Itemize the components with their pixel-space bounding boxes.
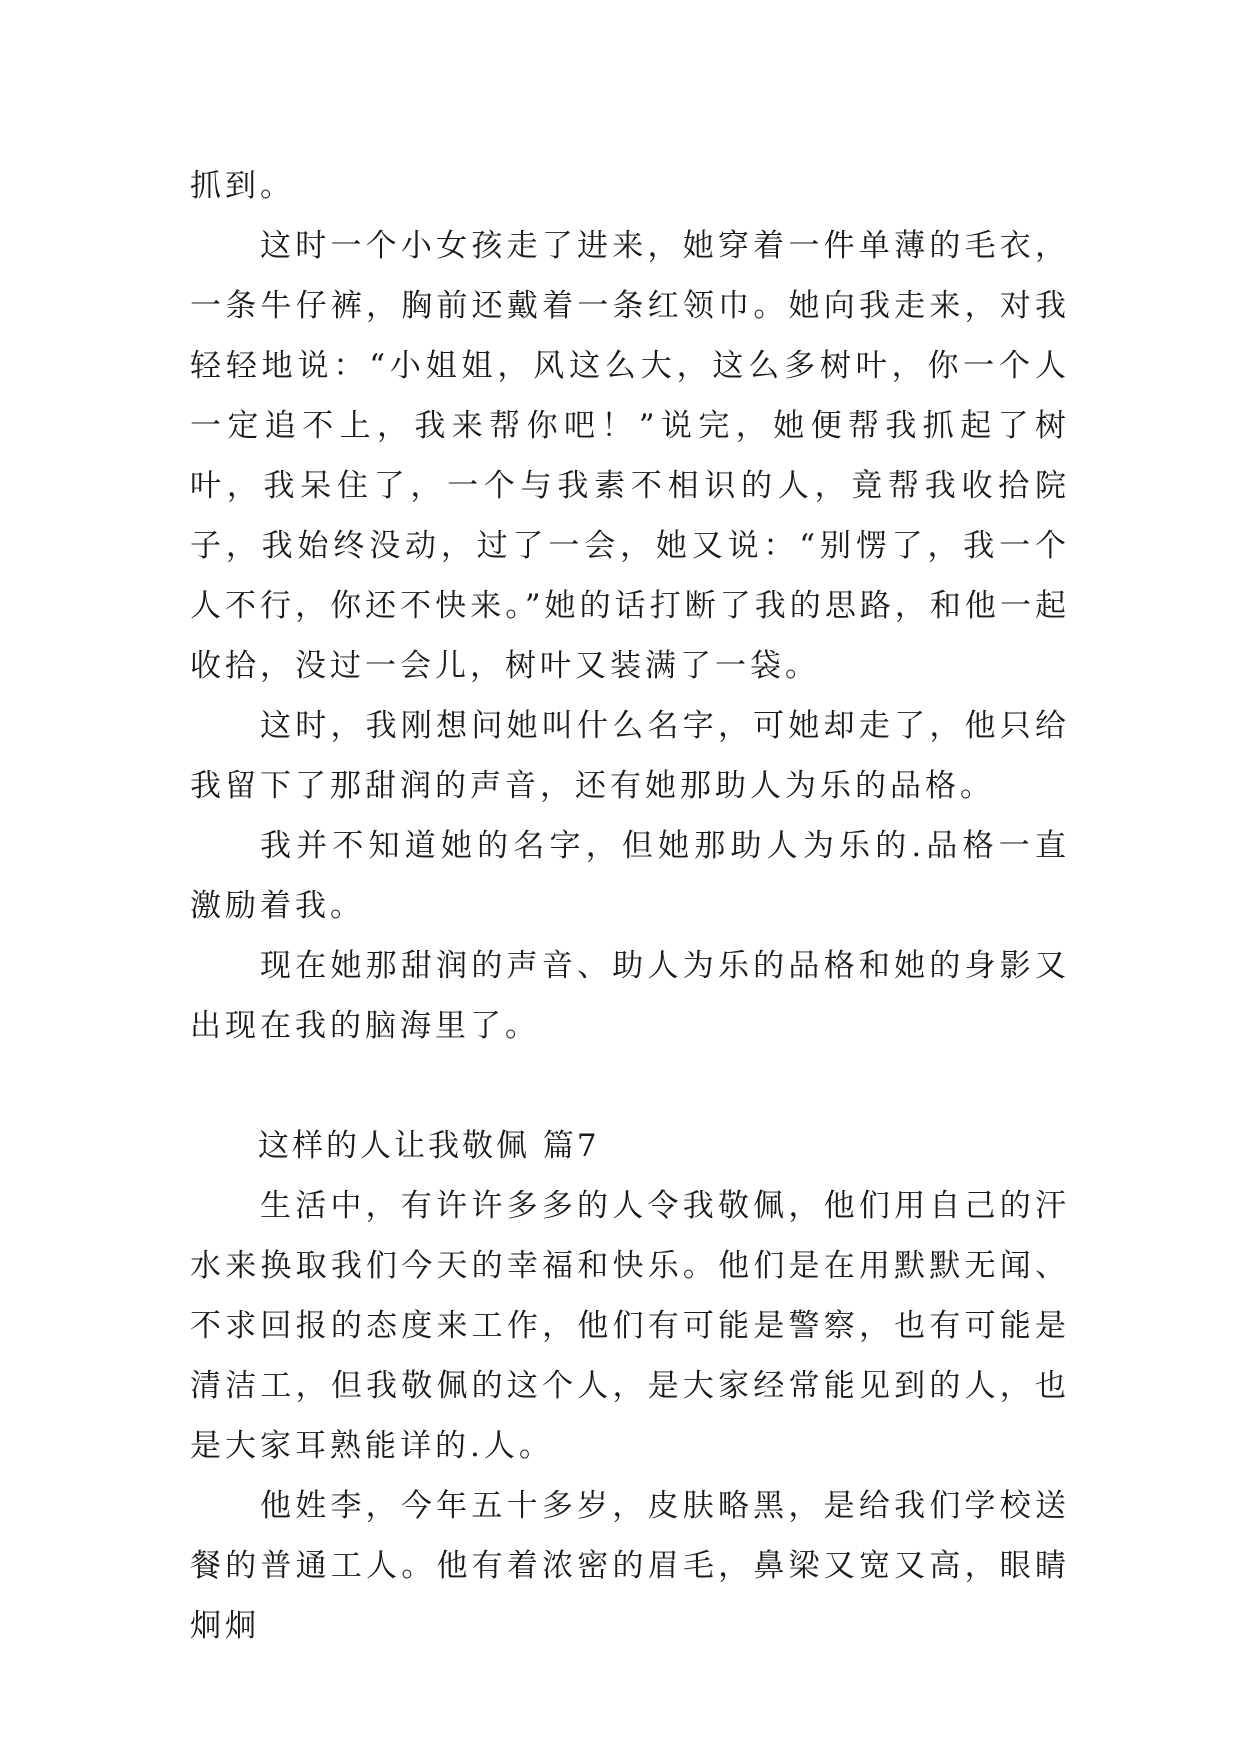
paragraph-little-girl: 这时一个小女孩走了进来，她穿着一件单薄的毛衣，一条牛仔裤，胸前还戴着一条红领巾。她向我走来，对我轻轻地说：“小姐姐，风这么大，这么多树叶，你一个人一定追不上，我来帮你吧！”说完，她便帮我抓起了树叶，我呆住了，一个与我素不相识的人，竟帮我收拾院子，我始终没动，过了一会，她又说：“别愣了，我一个人不行，你还不快来。”她的话打断了我的思路，和他一起收拾，没过一会儿，树叶又装满了一袋。 bbox=[190, 228, 1070, 684]
paragraph-memory: 现在她那甜润的声音、助人为乐的品格和她的身影又出现在我的脑海里了。 bbox=[190, 948, 1070, 1044]
section-heading: 这样的人让我敬佩 篇7 bbox=[258, 1128, 600, 1164]
paragraph-mr-li: 他姓李，今年五十多岁，皮肤略黑，是给我们学校送餐的普通工人。他有着浓密的眉毛，鼻梁又宽又高，眼睛炯炯 bbox=[190, 1488, 1070, 1644]
paragraph-inspired: 我并不知道她的名字，但她那助人为乐的.品格一直激励着我。 bbox=[190, 828, 1070, 924]
paragraph-continuation: 抓到。 bbox=[190, 168, 295, 204]
document-body bbox=[190, 156, 1070, 1656]
paragraph-life: 生活中，有许许多多的人令我敬佩，他们用自己的汗水来换取我们今天的幸福和快乐。他们是在用默默无闻、不求回报的态度来工作，他们有可能是警察，也有可能是清洁工，但我敬佩的这个人，是大家经常能见到的人，也是大家耳熟能详的.人。 bbox=[190, 1188, 1070, 1464]
paragraph-she-left: 这时，我刚想问她叫什么名字，可她却走了，他只给我留下了那甜润的声音，还有她那助人为乐的品格。 bbox=[190, 708, 1070, 804]
